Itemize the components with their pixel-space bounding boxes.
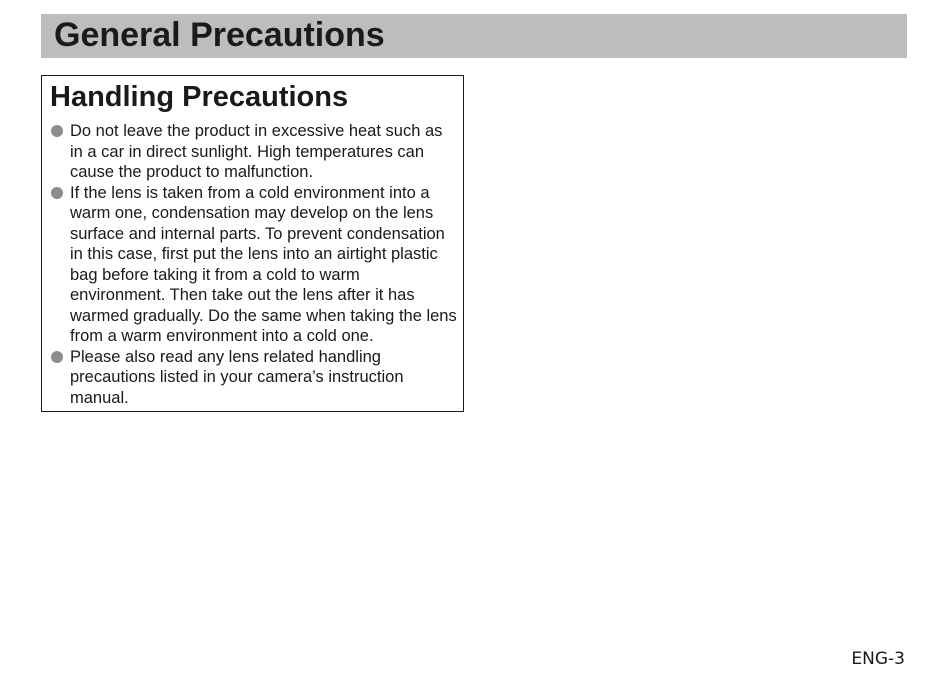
handling-precautions-box <box>41 75 464 412</box>
page-number: ENG-3 <box>851 649 905 669</box>
list-item-text: Do not leave the product in excessive heat such as in a car in direct sunlight. High temperatures can cause the product to malfunction. <box>70 122 443 181</box>
precautions-list <box>50 121 458 408</box>
list-item-text: Please also read any lens related handling precautions listed in your camera’s instruction manual. <box>70 347 404 407</box>
section-title: Handling Precautions <box>50 81 349 113</box>
bullet-dot-icon <box>51 125 63 137</box>
list-item-text: If the lens is taken from a cold environment into a warm one, condensation may develop on the lens surface and internal parts. To prevent condensation in this case, first put the lens into an airtight plastic bag before taking it from a cold to warm environment. Then take out the lens after it has warmed gradually. Do the same when taking the lens from a warm environment into a cold one. <box>70 183 457 345</box>
list-item <box>50 121 458 183</box>
page-title: General Precautions <box>54 16 385 54</box>
bullet-dot-icon <box>51 187 63 199</box>
list-item <box>50 183 458 347</box>
page-header-bar <box>41 14 907 58</box>
list-item <box>50 347 458 409</box>
bullet-dot-icon <box>51 351 63 363</box>
